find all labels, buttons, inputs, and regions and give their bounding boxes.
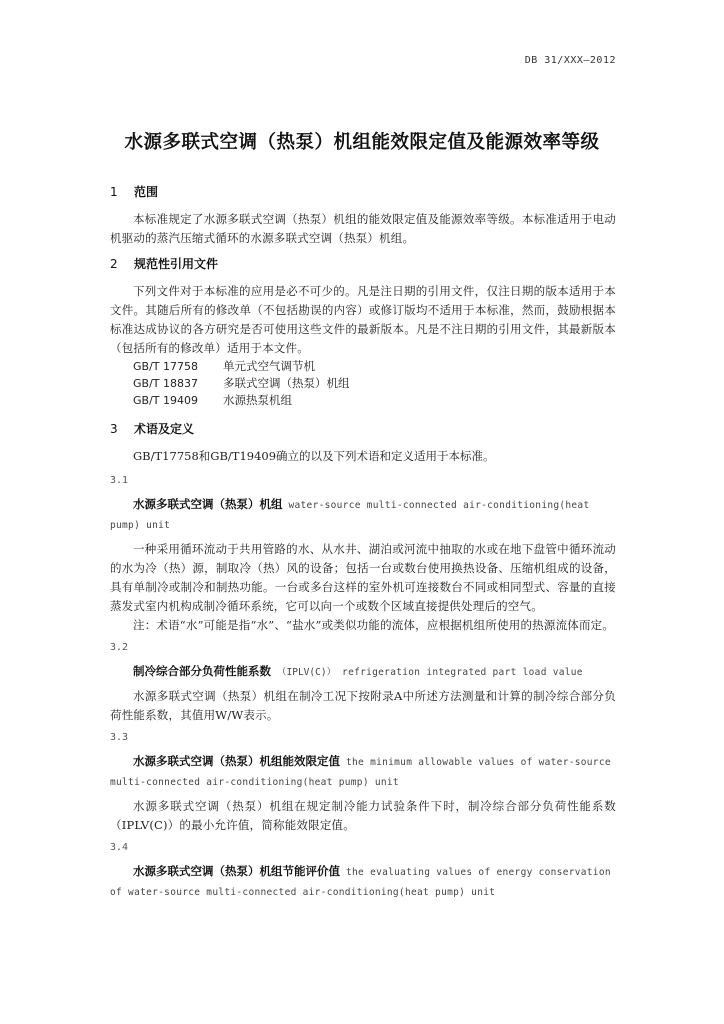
term-3-2 [110, 662, 616, 682]
term-definition: 水源多联式空调（热泵）机组在制冷工况下按附录A中所述方法测量和计算的制冷综合部分负荷性能系数，其值用W/W表示。 [110, 689, 616, 722]
term-chinese: 制冷综合部分负荷性能系数 [133, 664, 271, 678]
reference-code: GB/T 19409 [133, 394, 198, 407]
term-english: the evaluating values of energy conservation of water-source multi-connected air-conditioning(heat pump) unit [110, 867, 611, 898]
term-3-3 [110, 752, 616, 792]
reference-list [110, 358, 616, 409]
section-number: 2 [110, 257, 118, 271]
term-chinese: 水源多联式空调（热泵）机组节能评价值 [133, 864, 340, 878]
list-item [110, 375, 616, 392]
section-heading-scope [110, 184, 616, 200]
term-3-1 [110, 495, 616, 535]
term-chinese: 水源多联式空调（热泵）机组能效限定值 [133, 754, 340, 768]
term-definition: 水源多联式空调（热泵）机组在规定制冷能力试验条件下时，制冷综合部分负荷性能系数（IPLV(C)）的最小允许值，简称能效限定值。 [110, 799, 616, 832]
section-title: 规范性引用文件 [134, 257, 219, 271]
list-item [110, 392, 616, 409]
term-chinese: 水源多联式空调（热泵）机组 [133, 497, 283, 511]
term-note: 注：术语“水”可能是指“水”、“盐水”或类似功能的流体，应根据机组所使用的热源流体而定。 [133, 618, 615, 632]
section-number: 1 [110, 185, 118, 199]
section-heading-terms [110, 421, 616, 437]
subsection-number: 3.2 [110, 642, 129, 653]
term-3-4 [110, 862, 616, 902]
subsection-number: 3.4 [110, 842, 129, 853]
section-title: 术语及定义 [134, 422, 195, 436]
reference-code: GB/T 18837 [133, 377, 198, 390]
document-body [110, 184, 616, 907]
document-number: DB 31/XXX—2012 [524, 55, 616, 66]
reference-name: 单元式空气调节机 [223, 359, 315, 373]
reference-name: 水源热泵机组 [223, 393, 292, 407]
section-number: 3 [110, 422, 118, 436]
term-english: the minimum allowable values of water-source multi-connected air-conditioning(heat pump) unit [110, 757, 611, 788]
reference-name: 多联式空调（热泵）机组 [223, 376, 350, 390]
subsection-number: 3.1 [110, 475, 129, 486]
page-title: 水源多联式空调（热泵）机组能效限定值及能源效率等级 [124, 132, 600, 153]
term-definition: 一种采用循环流动于共用管路的水、从水井、湖泊或河流中抽取的水或在地下盘管中循环流动的水为冷（热）源，制取冷（热）风的设备；包括一台或数台使用换热设备、压缩机组成的设备，具有单制冷或制冷和制热功能。一台或多台这样的室外机可连接数台不同或相同型式、容量的直接蒸发式室内机构成制冷循环系统，它可以向一个或数个区域直接提供处理后的空气。 [110, 542, 616, 613]
section-heading-normative-references [110, 256, 616, 272]
term-english: refrigeration integrated part load value [342, 667, 583, 678]
terms-intro: GB/T17758和GB/T19409确立的以及下列术语和定义适用于本标准。 [133, 449, 495, 463]
subsection-number: 3.3 [110, 732, 129, 743]
list-item [110, 358, 616, 375]
term-english: water-source multi-connected air-conditioning(heat pump) unit [110, 500, 590, 531]
section-title: 范围 [134, 185, 159, 199]
scope-paragraph: 本标准规定了水源多联式空调（热泵）机组的能效限定值及能源效率等级。本标准适用于电动机驱动的蒸汽压缩式循环的水源多联式空调（热泵）机组。 [110, 212, 616, 245]
term-symbol: （IPLV(C)） [277, 667, 337, 678]
reference-code: GB/T 17758 [133, 360, 198, 373]
references-paragraph: 下列文件对于本标准的应用是必不可少的。凡是注日期的引用文件，仅注日期的版本适用于本文件。其随后所有的修改单（不包括勘误的内容）或修订版均不适用于本标准，然而，鼓励根据本标准达成协议的各方研究是否可使用这些文件的最新版本。凡是不注日期的引用文件，其最新版本（包括所有的修改单）适用于本文件。 [110, 284, 616, 355]
